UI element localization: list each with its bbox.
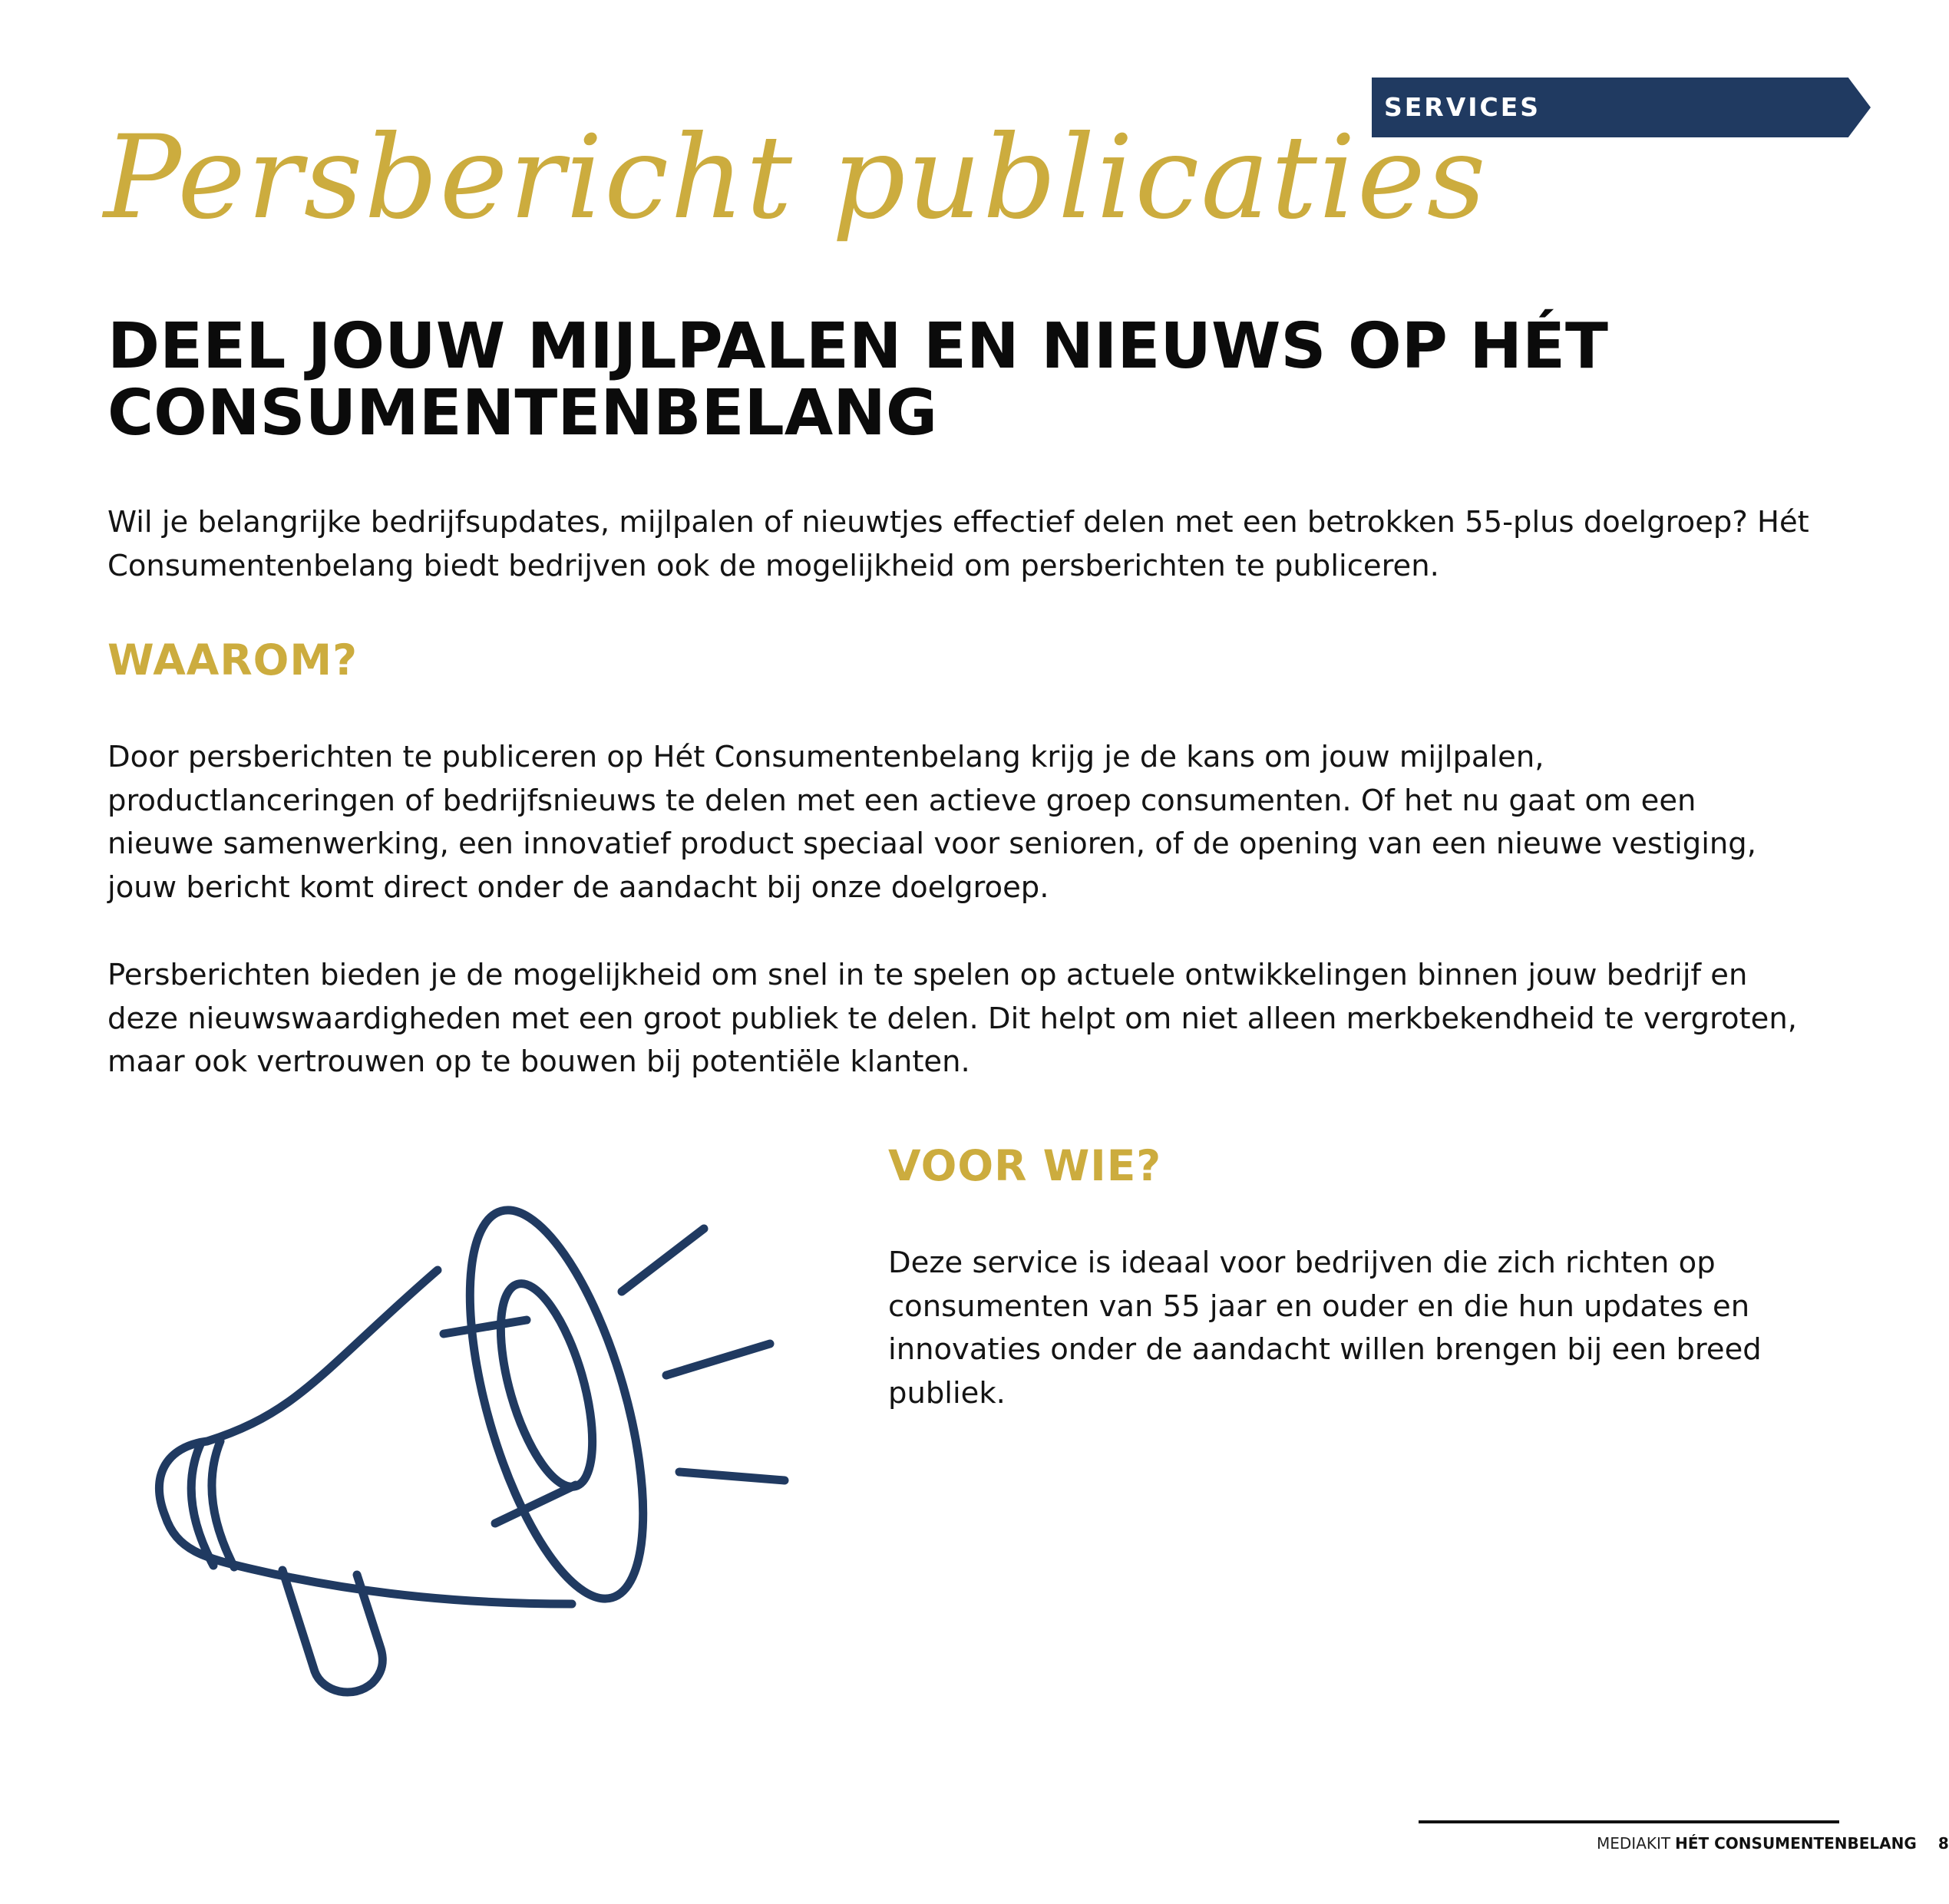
who-paragraph: Deze service is ideaal voor bedrijven die zich richten op consumenten van 55 jaar en ouder en die hun updates en innovaties onder de aandacht willen brengen bij een breed publiek. [888, 1246, 1762, 1411]
why-paragraph-1: Door persberichten te publiceren op Hét Consumentenbelang krijg je de kans om jouw mijlpalen, productlanceringen of bedrijfsnieuws te delen met een actieve groep consumenten. Of het nu gaat om een nieuwe samenwerking, een innovatief product speciaal voor senioren, of de opening van een nieuwe vestiging, jouw bericht komt direct onder de aandacht bij onze doelgroep. [107, 740, 1756, 905]
megaphone-icon [146, 1197, 821, 1704]
footer-brand: HÉT CONSUMENTENBELANG [1675, 1834, 1917, 1853]
footer-rule [1419, 1820, 1839, 1823]
script-title: Persbericht publicaties [104, 111, 1488, 245]
footer-prefix: MEDIAKIT [1597, 1834, 1671, 1853]
why-heading: WAAROM? [107, 635, 358, 685]
page-number: 8 [1937, 1834, 1949, 1853]
intro-paragraph: Wil je belangrijke bedrijfsupdates, mijlpalen of nieuwtjes effectief delen met een betrokken 55-plus doelgroep? Hét Consumentenbelang biedt bedrijven ook de mogelijkheid om persberichten te publiceren. [107, 505, 1809, 583]
section-tag-label: SERVICES [1384, 92, 1541, 122]
page-headline: DEEL JOUW MIJLPALEN EN NIEUWS OP HÉT CONSUMENTENBELANG [107, 310, 1608, 450]
why-paragraph-2: Persberichten bieden je de mogelijkheid om snel in te spelen op actuele ontwikkelingen binnen jouw bedrijf en deze nieuwswaardigheden met een groot publiek te delen. Dit helpt om niet alleen merkbekendheid te vergroten, maar ook vertrouwen op te bouwen bij potentiële klanten. [107, 958, 1797, 1079]
footer [1597, 1834, 1949, 1853]
who-heading: VOOR WIE? [888, 1141, 1162, 1190]
